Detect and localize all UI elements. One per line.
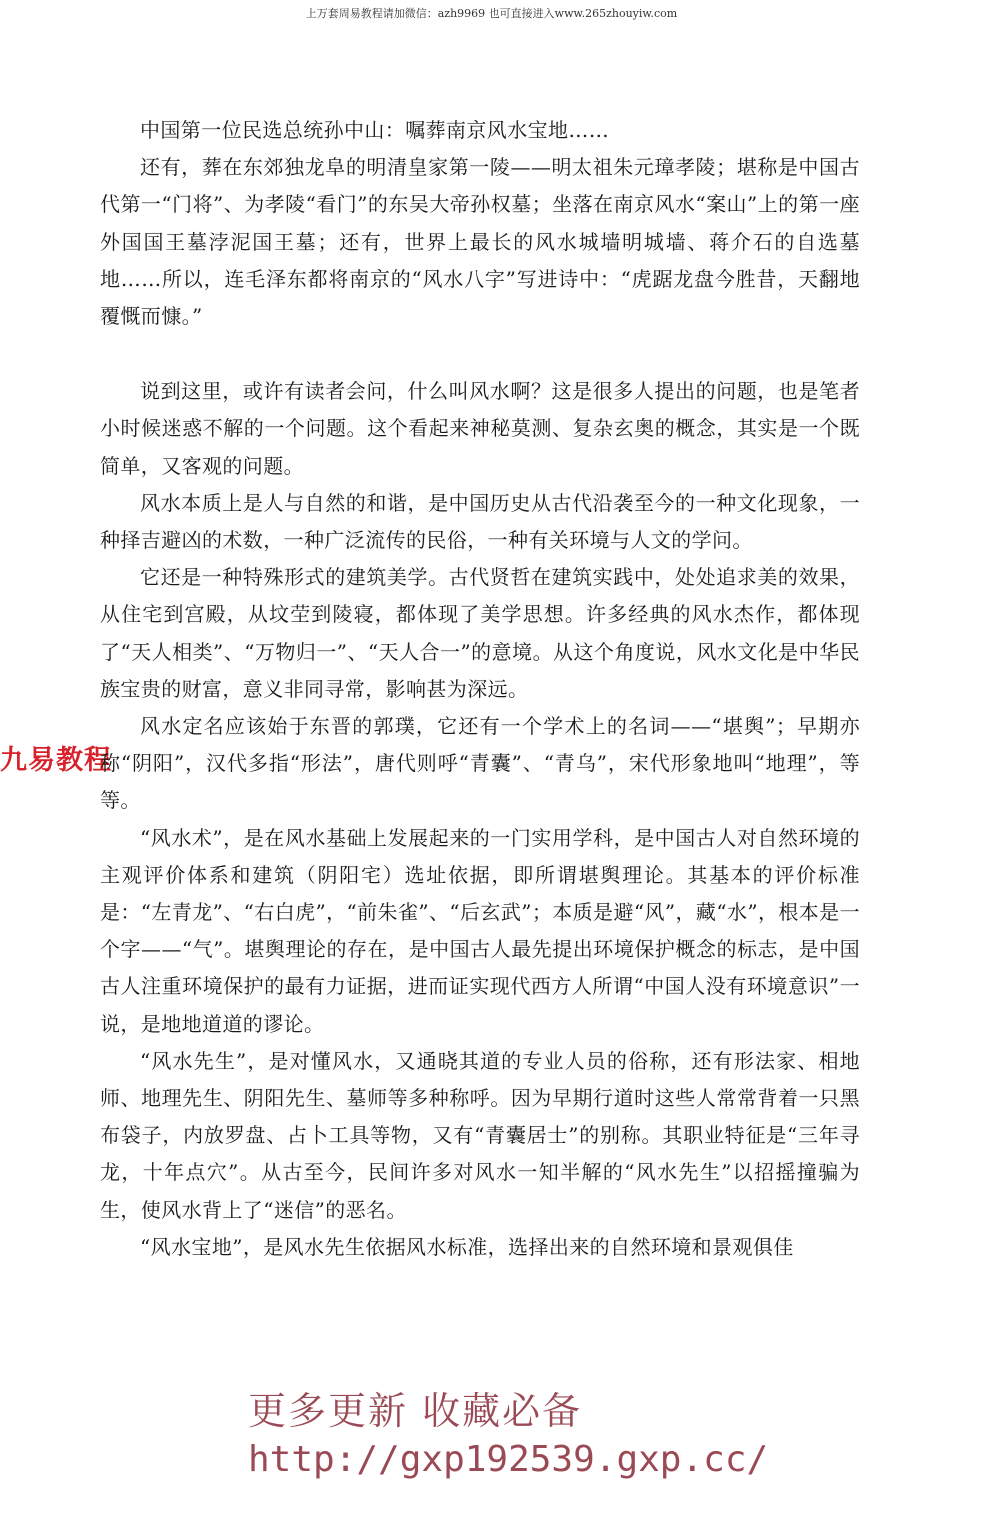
footer-watermark <box>248 1380 768 1480</box>
paragraph: 它还是一种特殊形式的建筑美学。古代贤哲在建筑实践中，处处追求美的效果，从住宅到宫殿，从坟茔到陵寝，都体现了美学思想。许多经典的风水杰作，都体现了“天人相类”、“万物归一”、“天人合一”的意境。从这个角度说，风水文化是中华民族宝贵的财富，意义非同寻常，影响甚为深远。 <box>100 565 860 701</box>
paragraph: 风水定名应该始于东晋的郭璞，它还有一个学术上的名词——“堪舆”；早期亦称“阴阳”，汉代多指“形法”，唐代则呼“青囊”、“青乌”，宋代形象地叫“地理”，等等。 <box>100 714 860 813</box>
logo-watermark: 九易教程 <box>0 745 112 776</box>
footer-url: http://gxp192539.gxp.cc/ <box>248 1439 769 1480</box>
paragraph: 还有，葬在东郊独龙阜的明清皇家第一陵——明太祖朱元璋孝陵；堪称是中国古代第一“门将”、为孝陵“看门”的东吴大帝孙权墓；坐落在南京风水“案山”上的第一座外国国王墓浡泥国王墓；还有，世界上最长的风水城墙明城墙、蒋介石的自选墓地……所以，连毛泽东都将南京的“风水八字”写进诗中：“虎踞龙盘今胜昔，天翻地覆慨而慷。” <box>100 155 860 329</box>
paragraph: 风水本质上是人与自然的和谐，是中国历史从古代沿袭至今的一种文化现象，一种择吉避凶的术数，一种广泛流传的民俗，一种有关环境与人文的学问。 <box>100 490 860 553</box>
footer-slogan: 更多更新 收藏必备 <box>248 1389 583 1433</box>
paragraph: “风水术”，是在风水基础上发展起来的一门实用学科，是中国古人对自然环境的主观评价体系和建筑（阴阳宅）选址依据，即所谓堪舆理论。其基本的评价标准是：“左青龙”、“右白虎”，“前朱雀”、“后玄武”；本质是避“风”，藏“水”，根本是一个字——“气”。堪舆理论的存在，是中国古人最先提出环境保护概念的标志，是中国古人注重环境保护的最有力证据，进而证实现代西方人所谓“中国人没有环境意识”一说，是地地道道的谬论。 <box>100 825 860 1036</box>
article-body <box>100 112 860 1266</box>
paragraph: “风水先生”，是对懂风水，又通晓其道的专业人员的俗称，还有形法家、相地师、地理先生、阴阳先生、墓师等多种称呼。因为早期行道时这些人常常背着一只黑布袋子，内放罗盘、占卜工具等物，又有“青囊居士”的别称。其职业特征是“三年寻龙，十年点穴”。从古至今，民间许多对风水一知半解的“风水先生”以招摇撞骗为生，使风水背上了“迷信”的恶名。 <box>100 1048 860 1222</box>
paragraph: 说到这里，或许有读者会问，什么叫风水啊？这是很多人提出的问题，也是笔者小时候迷惑不解的一个问题。这个看起来神秘莫测、复杂玄奥的概念，其实是一个既简单，又客观的问题。 <box>100 379 860 478</box>
paragraph: 中国第一位民选总统孙中山：嘱葬南京风水宝地…… <box>140 118 610 142</box>
paragraph: “风水宝地”，是风水先生依据风水标准，选择出来的自然环境和景观俱佳 <box>140 1234 794 1259</box>
header-banner: 上万套周易教程请加微信：azh9969 也可直接进入www.265zhouyiw.com <box>305 7 678 20</box>
